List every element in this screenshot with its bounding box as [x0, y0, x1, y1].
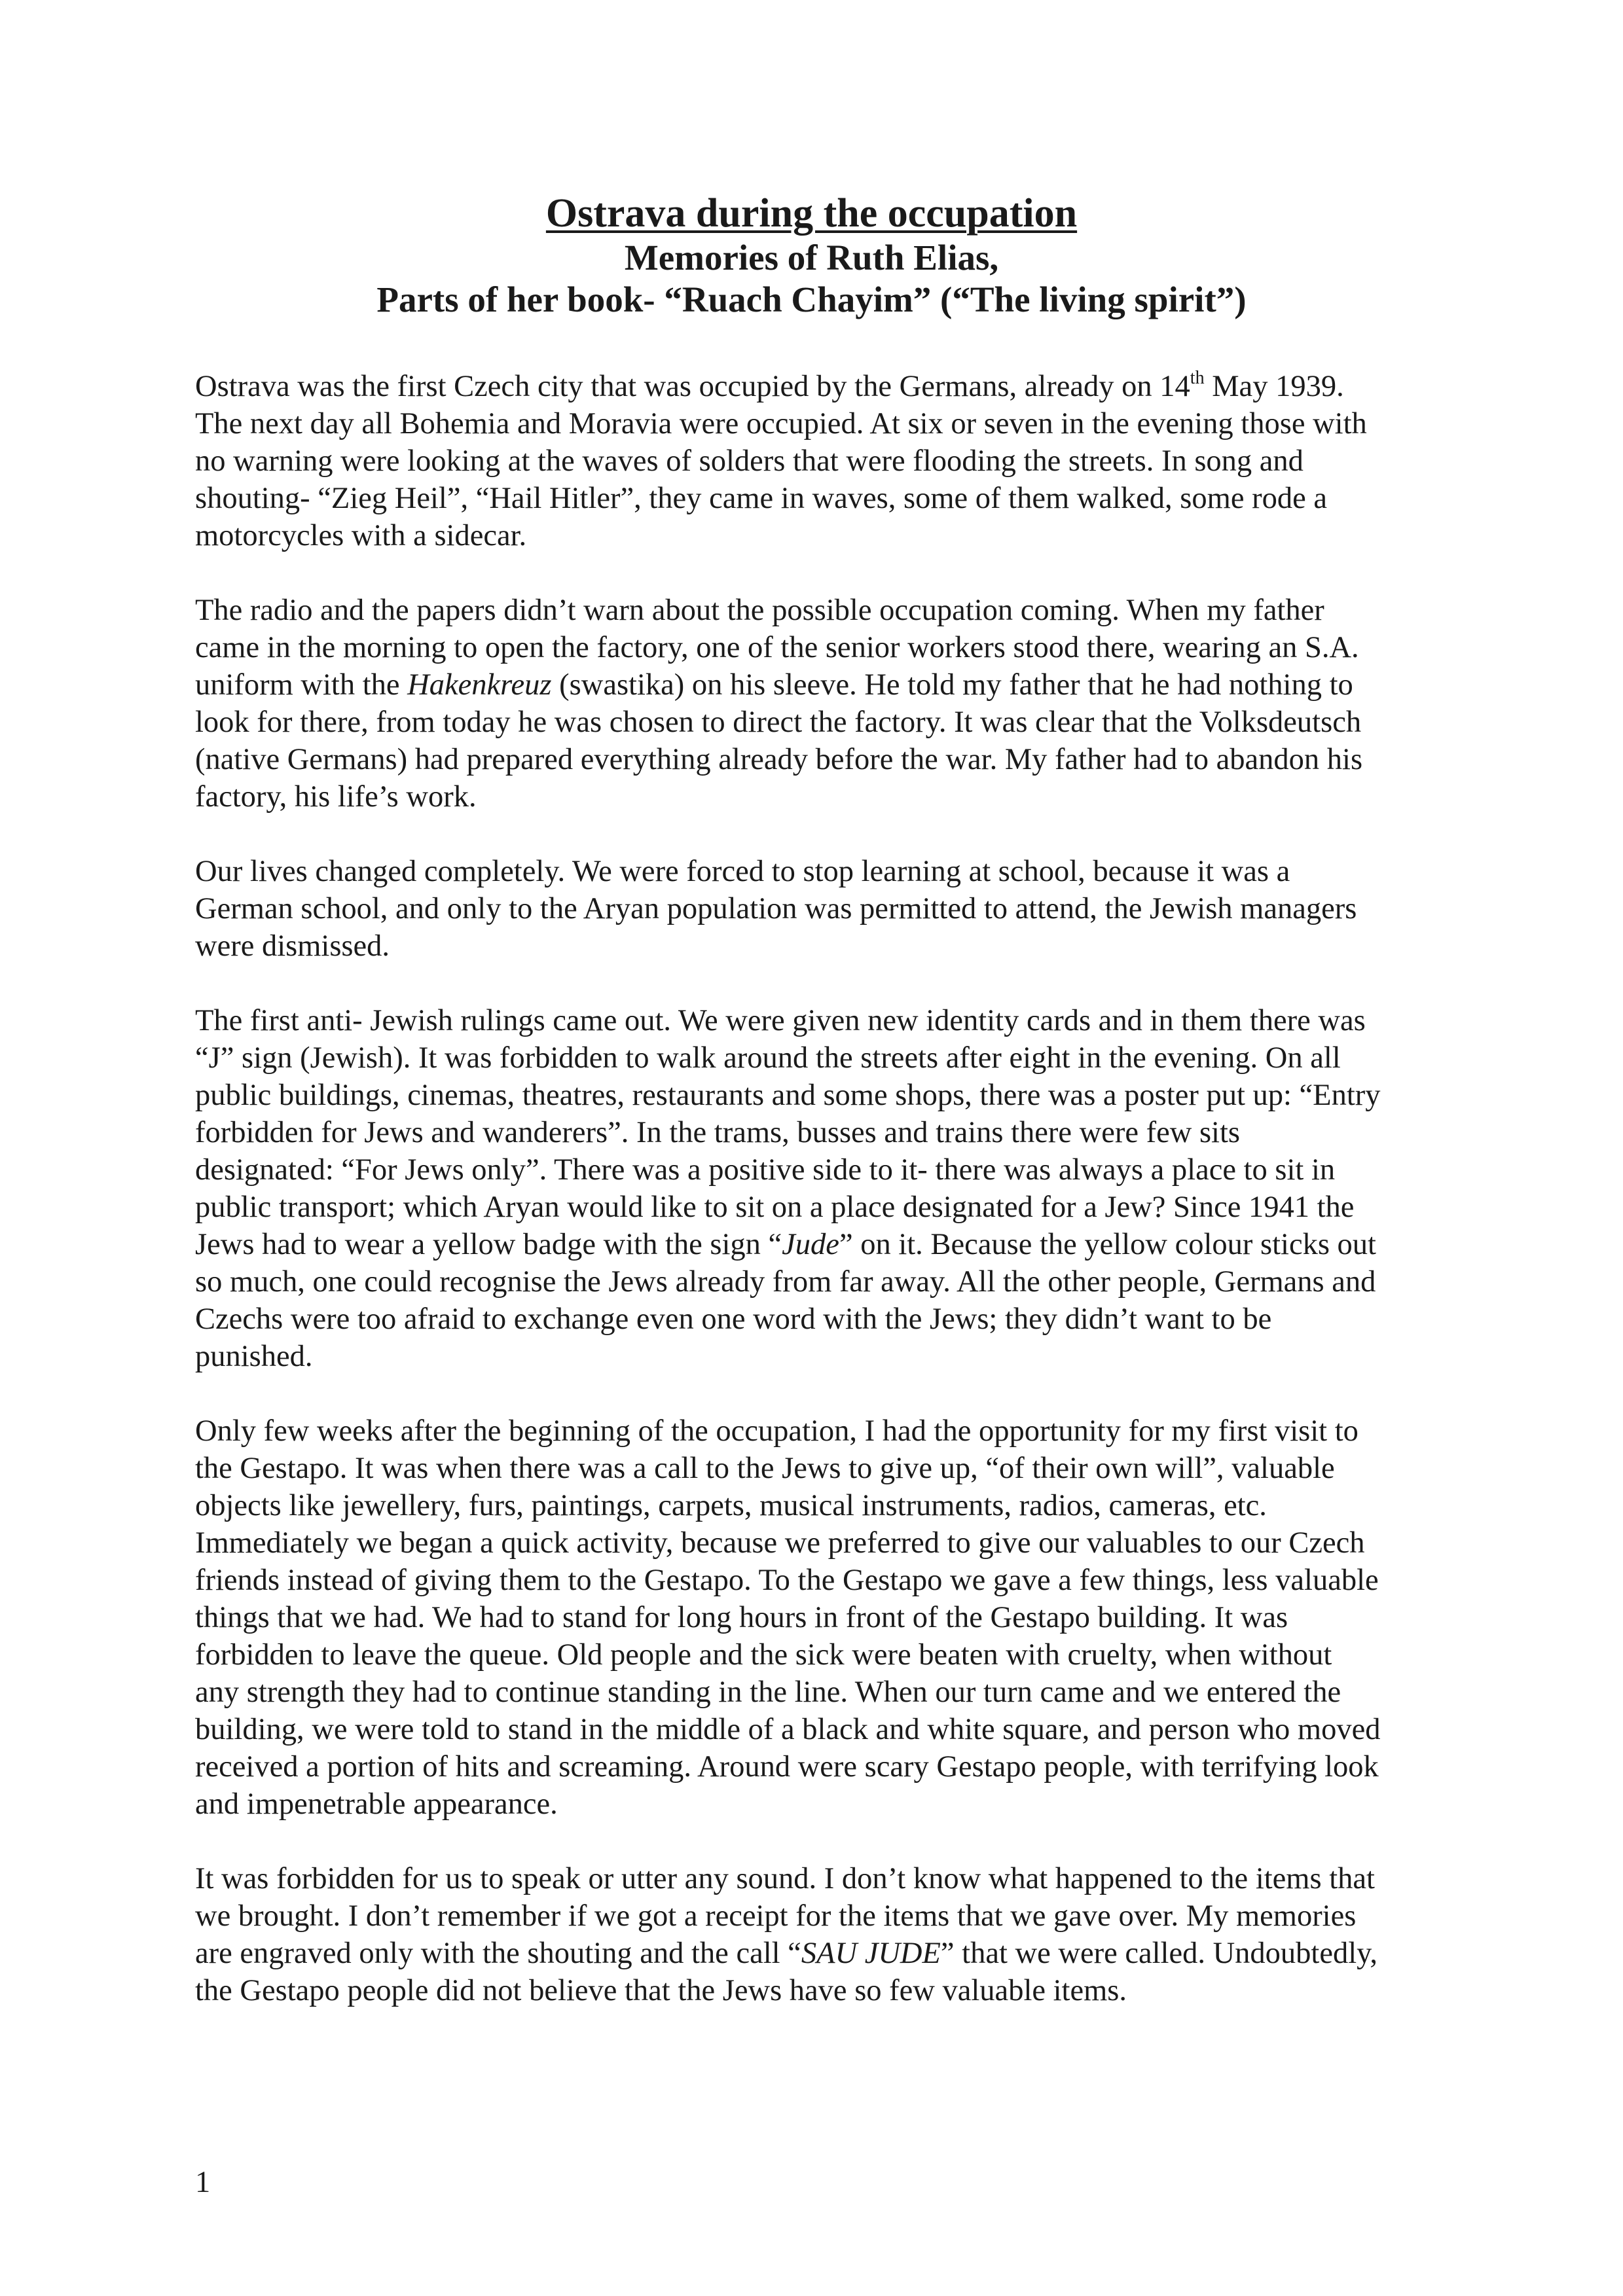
paragraph-5-line-4: Immediately we began a quick activity, because we preferred to give our valuables to our Czech [195, 1526, 1365, 1560]
paragraph-3-line-1: Our lives changed completely. We were forced to stop learning at school, because it was a [195, 855, 1290, 888]
paragraph-2-line-3 [195, 666, 1475, 704]
paragraph-3 [195, 853, 1475, 965]
paragraph-1-line-3: no warning were looking at the waves of solders that were flooding the streets. In song and [195, 444, 1304, 478]
paragraph-1 [195, 368, 1475, 554]
paragraph-2-line-2: came in the morning to open the factory, one of the senior workers stood there, wearing an S.A. [195, 631, 1359, 664]
page-number: 1 [195, 2166, 211, 2199]
paragraph-5-line-1: Only few weeks after the beginning of the occupation, I had the opportunity for my first visit to [195, 1414, 1359, 1448]
paragraph-3-line-3: were dismissed. [195, 929, 390, 963]
paragraph-4-line-10: punished. [195, 1340, 313, 1373]
paragraph-2-line-5: (native Germans) had prepared everything already before the war. My father had to abandon his [195, 743, 1363, 776]
italic-term-sau-jude: SAU JUDE [801, 1937, 941, 1970]
paragraph-1-line-1 [195, 368, 1475, 405]
paragraph-4-line-4: forbidden for Jews and wanderers”. In the trams, busses and trains there were few sits [195, 1116, 1240, 1149]
paragraph-4-line-5: designated: “For Jews only”. There was a positive side to it- there was always a place to sit in [195, 1153, 1336, 1187]
paragraph-6 [195, 1860, 1475, 2009]
paragraph-4-line-7 [195, 1226, 1475, 1263]
paragraph-1-line-1-text: Ostrava was the first Czech city that was occupied by the Germans, already on 14 [195, 370, 1190, 403]
paragraph-2-line-6: factory, his life’s work. [195, 780, 477, 814]
paragraph-5-line-3: objects like jewellery, furs, paintings, carpets, musical instruments, radios, cameras, etc. [195, 1489, 1267, 1522]
paragraph-5-line-2: the Gestapo. It was when there was a call to the Jews to give up, “of their own will”, valuable [195, 1452, 1335, 1485]
document-subtitle-author: Memories of Ruth Elias, [624, 238, 999, 278]
document-title: Ostrava during the occupation [545, 191, 1078, 236]
paragraph-2 [195, 592, 1475, 816]
paragraph-5-line-7: forbidden to leave the queue. Old people and the sick were beaten with cruelty, when without [195, 1638, 1332, 1672]
paragraph-5-line-5: friends instead of giving them to the Gestapo. To the Gestapo we gave a few things, less valuable [195, 1564, 1379, 1597]
paragraph-2-line-4: look for there, from today he was chosen to direct the factory. It was clear that the Volksdeutsch [195, 706, 1362, 739]
document-header [0, 190, 1623, 321]
paragraph-4-line-2: “J” sign (Jewish). It was forbidden to walk around the streets after eight in the evening. On all [195, 1041, 1341, 1075]
paragraph-6-line-3-text: are engraved only with the shouting and the call “ [195, 1937, 801, 1970]
paragraph-2-line-1: The radio and the papers didn’t warn about the possible occupation coming. When my father [195, 594, 1324, 627]
paragraph-1-line-4: shouting- “Zieg Heil”, “Hail Hitler”, they came in waves, some of them walked, some rode a [195, 482, 1327, 515]
italic-term-jude: Jude [782, 1228, 839, 1261]
paragraph-6-line-3 [195, 1935, 1475, 1972]
paragraph-6-line-1: It was forbidden for us to speak or utter any sound. I don’t know what happened to the items that [195, 1862, 1375, 1895]
paragraph-1-line-5: motorcycles with a sidecar. [195, 519, 527, 552]
paragraph-4-line-3: public buildings, cinemas, theatres, restaurants and some shops, there was a poster put up: “Entry [195, 1079, 1381, 1112]
paragraph-4 [195, 1002, 1475, 1375]
paragraph-6-line-3-tail: ” that we were called. Undoubtedly, [940, 1937, 1378, 1970]
paragraph-4-line-7-text: Jews had to wear a yellow badge with the sign “ [195, 1228, 782, 1261]
paragraph-5-line-6: things that we had. We had to stand for long hours in front of the Gestapo building. It was [195, 1601, 1288, 1634]
paragraph-4-line-1: The first anti- Jewish rulings came out. We were given new identity cards and in them there was [195, 1004, 1366, 1037]
paragraph-4-line-8: so much, one could recognise the Jews already from far away. All the other people, Germans and [195, 1265, 1376, 1299]
paragraph-3-line-2: German school, and only to the Aryan population was permitted to attend, the Jewish managers [195, 892, 1357, 925]
paragraph-5-line-11: and impenetrable appearance. [195, 1787, 558, 1821]
paragraph-5-line-8: any strength they had to continue standing in the line. When our turn came and we entered the [195, 1676, 1341, 1709]
paragraph-6-line-4: the Gestapo people did not believe that the Jews have so few valuable items. [195, 1974, 1127, 2007]
paragraph-6-line-2: we brought. I don’t remember if we got a receipt for the items that we gave over. My memories [195, 1899, 1357, 1933]
paragraph-2-line-3-text: uniform with the [195, 668, 408, 702]
italic-term-hakenkreuz: Hakenkreuz [407, 668, 552, 702]
paragraph-1-line-1-tail: May 1939. [1204, 370, 1344, 403]
document-subtitle-book: Parts of her book- “Ruach Chayim” (“The living spirit”) [376, 279, 1247, 319]
paragraph-5-line-10: received a portion of hits and screaming. Around were scary Gestapo people, with terrifying look [195, 1750, 1379, 1784]
paragraph-2-line-3-tail: (swastika) on his sleeve. He told my father that he had nothing to [551, 668, 1353, 702]
paragraph-5-line-9: building, we were told to stand in the middle of a black and white square, and person who moved [195, 1713, 1381, 1746]
paragraph-1-line-2: The next day all Bohemia and Moravia were occupied. At six or seven in the evening those with [195, 407, 1367, 440]
paragraph-5 [195, 1412, 1475, 1823]
paragraph-4-line-6: public transport; which Aryan would like to sit on a place designated for a Jew? Since 1941 the [195, 1191, 1355, 1224]
document-body [195, 368, 1475, 2047]
paragraph-4-line-9: Czechs were too afraid to exchange even one word with the Jews; they didn’t want to be [195, 1302, 1272, 1336]
paragraph-4-line-7-tail: ” on it. Because the yellow colour sticks out [839, 1228, 1376, 1261]
ordinal-suffix: th [1190, 367, 1205, 388]
